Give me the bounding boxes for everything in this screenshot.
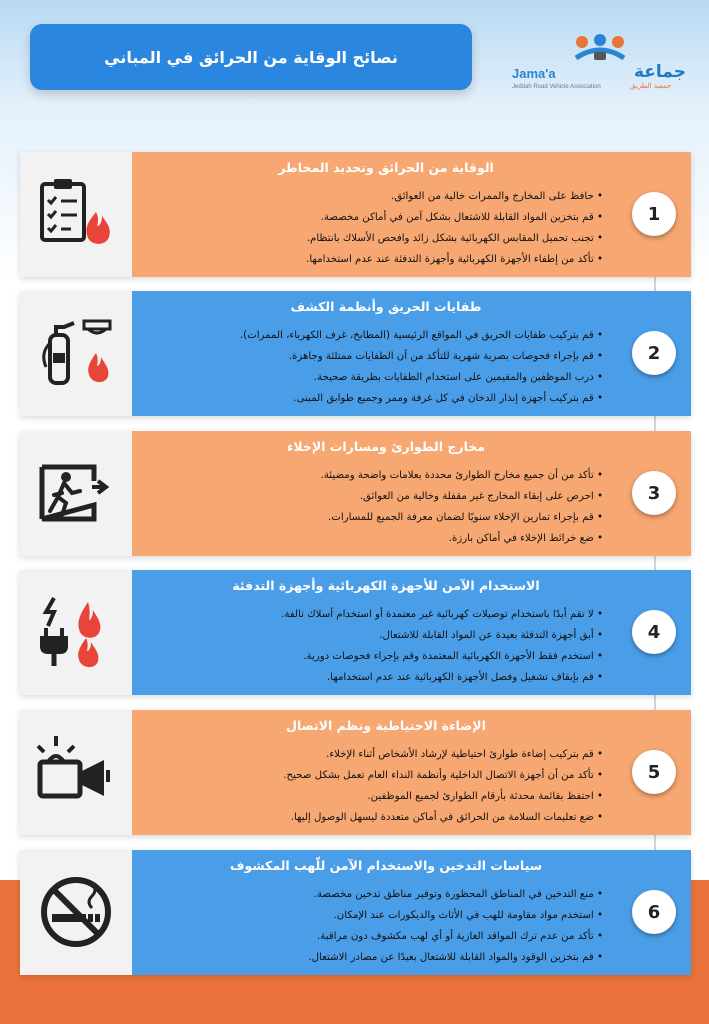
list-item: • قم بتركيب طفايات الحريق في المواقع الرئيسية (المطابخ، غرف الكهرباء، الممرات). (143, 325, 603, 346)
section-card-3 (20, 431, 691, 556)
section-content (132, 431, 691, 556)
section-icon-box (20, 152, 132, 277)
list-item: • قم بتخزين الوقود والمواد القابلة للاشتعال بعيدًا عن مصادر الاشتعال. (143, 947, 603, 968)
section-list (143, 325, 603, 409)
section-number: 1 (632, 192, 676, 236)
list-item: • تأكد من أن أجهزة الاتصال الداخلية وأنظمة النداء العام تعمل بشكل صحيح. (143, 765, 603, 786)
logo-subtitle-en: Jeddah Road Vehicle Association (512, 84, 601, 90)
section-title: طفايات الحريق وأنظمة الكشف (290, 299, 482, 314)
logo-name-ar: جماعة (634, 62, 686, 82)
list-item: • تأكد من عدم ترك المواقد الغازية أو أي لهب مكشوف دون مراقبة. (143, 926, 603, 947)
section-card-6 (20, 850, 691, 975)
clipboard-fire-icon (36, 174, 116, 254)
section-number: 5 (632, 750, 676, 794)
section-number: 4 (632, 610, 676, 654)
section-number: 3 (632, 471, 676, 515)
extinguisher-detector-icon (36, 313, 116, 393)
section-content (132, 710, 691, 835)
section-number: 6 (632, 890, 676, 934)
logo-name-en: Jama'a (512, 66, 556, 81)
section-icon-box (20, 431, 132, 556)
list-item: • قم بتخزين المواد القابلة للاشتعال بشكل آمن في أماكن مخصصة. (143, 207, 603, 228)
section-title: الاستخدام الآمن للأجهزة الكهربائية وأجهزة التدفئة (232, 578, 540, 593)
list-item: • قم بإجراء تمارين الإخلاء سنويًا لضمان معرفة الجميع للمسارات. (143, 507, 603, 528)
list-item: • قم بإجراء فحوصات بصرية شهرية للتأكد من أن الطفايات ممتلئة وجاهزة. (143, 346, 603, 367)
section-list (143, 186, 603, 270)
list-item: • منع التدخين في المناطق المحظورة وتوفير مناطق تدخين مخصصة. (143, 884, 603, 905)
electrical-fire-icon (36, 592, 116, 672)
list-item: • تأكد من إطفاء الأجهزة الكهربائية وأجهزة التدفئة عند عدم استخدامها. (143, 249, 603, 270)
section-content (132, 570, 691, 695)
list-item: • قم بإيقاف تشغيل وفصل الأجهزة الكهربائية عند عدم استخدامها. (143, 667, 603, 688)
section-list (143, 744, 603, 828)
section-card-2 (20, 291, 691, 416)
section-card-4 (20, 570, 691, 695)
section-content (132, 152, 691, 277)
logo-mark-icon (570, 34, 630, 68)
list-item: • استخدم فقط الأجهزة الكهربائية المعتمدة وقم بإجراء فحوصات دورية. (143, 646, 603, 667)
list-item: • احتفظ بقائمة محدثة بأرقام الطوارئ لجميع الموظفين. (143, 786, 603, 807)
list-item: • حافظ على المخارج والممرات خالية من العوائق. (143, 186, 603, 207)
section-list (143, 465, 603, 549)
emergency-light-megaphone-icon (36, 732, 116, 812)
section-icon-box (20, 850, 132, 975)
emergency-exit-icon (36, 453, 116, 533)
list-item: • تأكد من أن جميع مخارج الطوارئ محددة بعلامات واضحة ومضيئة. (143, 465, 603, 486)
section-title: الوقاية من الحرائق وتحديد المخاطر (278, 160, 494, 175)
section-icon-box (20, 570, 132, 695)
section-title: سياسات التدخين والاستخدام الآمن للّهب المكشوف (229, 858, 543, 873)
section-icon-box (20, 710, 132, 835)
section-card-5 (20, 710, 691, 835)
section-title: مخارج الطوارئ ومسارات الإخلاء (286, 439, 486, 454)
logo-subtitle-ar: جمعية الطريق (630, 82, 672, 90)
list-item: • احرص على إبقاء المخارج غير مقفلة وخالية من العوائق. (143, 486, 603, 507)
no-smoking-icon (36, 872, 116, 952)
list-item: • ضع خرائط الإخلاء في أماكن بارزة. (143, 528, 603, 549)
section-title: الإضاءة الاحتياطية ونظم الاتصال (286, 718, 486, 733)
list-item: • تجنب تحميل المقابس الكهربائية بشكل زائد وافحص الأسلاك بانتظام. (143, 228, 603, 249)
page-title: نصائح الوقاية من الحرائق في المباني (30, 24, 472, 90)
section-number: 2 (632, 331, 676, 375)
section-list (143, 884, 603, 968)
list-item: • أبق أجهزة التدفئة بعيدة عن المواد القابلة للاشتعال. (143, 625, 603, 646)
section-content (132, 291, 691, 416)
list-item: • قم بتركيب إضاءة طوارئ احتياطية لإرشاد الأشخاص أثناء الإخلاء. (143, 744, 603, 765)
list-item: • ضع تعليمات السلامة من الحرائق في أماكن متعددة ليسهل الوصول إليها. (143, 807, 603, 828)
list-item: • استخدم مواد مقاومة للهب في الأثاث والديكورات عند الإمكان. (143, 905, 603, 926)
list-item: • قم بتركيب أجهزة إنذار الدخان في كل غرفة وممر وجميع طوابق المبنى. (143, 388, 603, 409)
list-item: • لا تقم أبدًا باستخدام توصيلات كهربائية غير معتمدة أو استخدام أسلاك تالفة. (143, 604, 603, 625)
section-content (132, 850, 691, 975)
section-list (143, 604, 603, 688)
section-card-1 (20, 152, 691, 277)
section-icon-box (20, 291, 132, 416)
list-item: • درب الموظفين والمقيمين على استخدام الطفايات بطريقة صحيحة. (143, 367, 603, 388)
logo (512, 34, 692, 96)
